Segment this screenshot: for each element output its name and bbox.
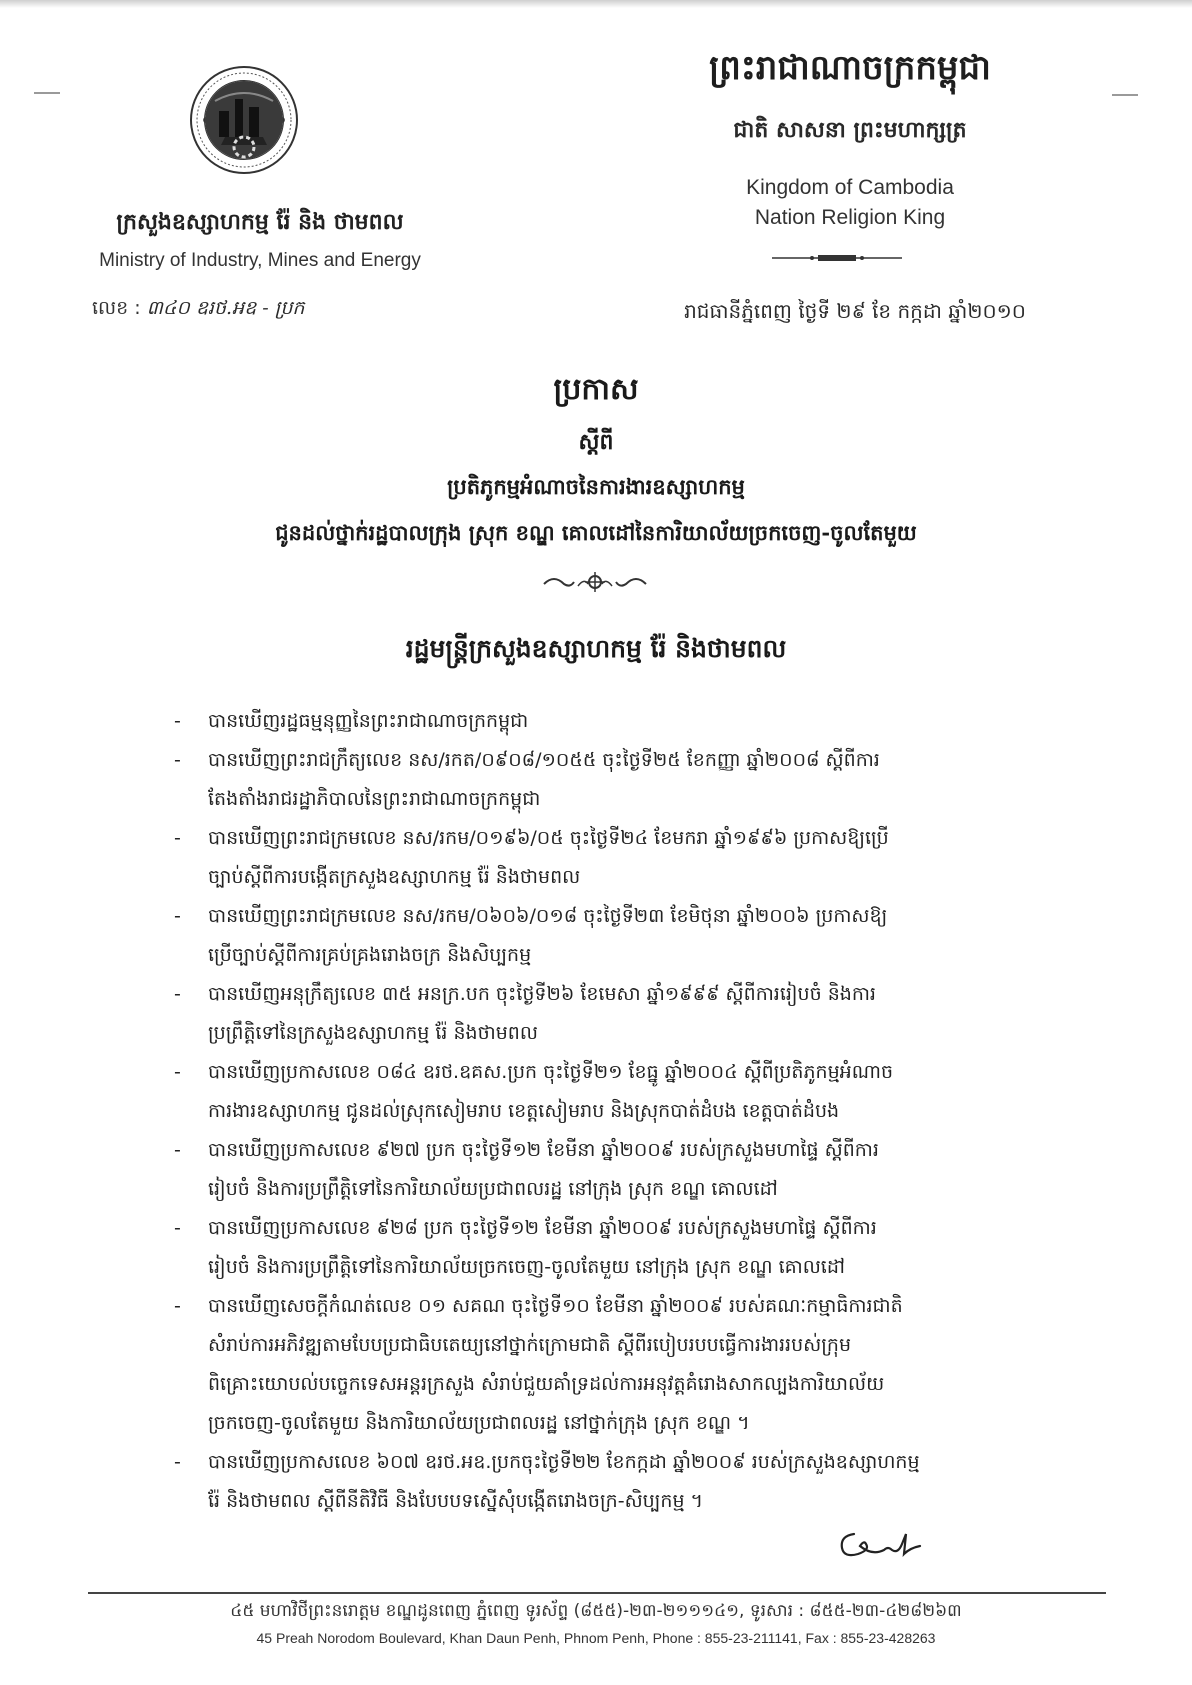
reference-number: ៣៤០ ឧរថ.អឧ - ប្រក xyxy=(146,297,305,319)
clause-line: បានឃើញប្រកាសលេខ ៩២៧ ប្រក ចុះថ្ងៃទី១២ ខែមីនា ឆ្នាំ២០០៩ របស់ក្រសួងមហាផ្ទៃ ស្តីពីការ xyxy=(208,1139,879,1161)
clause-item xyxy=(174,1443,1088,1521)
clause-line: ពិគ្រោះយោបល់បច្ចេកទេសអន្តរក្រសួង សំរាប់ជួយគាំទ្រដល់ការអនុវត្តគំរោងសាកល្បងការិយាល័យ xyxy=(208,1373,885,1395)
scan-top-edge xyxy=(0,0,1192,8)
clause-line: ច្រកចេញ-ចូលតែមួយ និងការិយាល័យប្រជាពលរដ្ឋ នៅថ្នាក់ក្រុង ស្រុក ខណ្ឌ ។ xyxy=(208,1412,750,1434)
seal-emblem xyxy=(204,80,284,160)
reference-label: លេខ : xyxy=(92,297,141,319)
clause-line: ការងារឧស្សាហកម្ម ជូនដល់ស្រុកសៀមរាប ខេត្តសៀមរាប និងស្រុកបាត់ដំបង ខេត្តបាត់ដំបង xyxy=(208,1100,840,1122)
clause-line: ច្បាប់ស្តីពីការបង្កើតក្រសួងឧស្សាហកម្ម រ៉ែ និងថាមពល xyxy=(208,866,581,888)
bullet-dash: - xyxy=(174,1295,181,1317)
footer-divider xyxy=(88,1592,1106,1594)
footer-address-english: 45 Preah Norodom Boulevard, Khan Daun Penh, Phnom Penh, Phone : 855-23-211141, Fax : 855-23-428263 xyxy=(256,1630,936,1646)
clause-item xyxy=(174,975,1088,1053)
scan-mark-left xyxy=(34,92,60,94)
footer-address-khmer: ៤៥ មហាវិថីព្រះនរោត្តម ខណ្ឌដូនពេញ ភ្នំពេញ ទូរស័ព្ទ (៨៥៥)-២៣-២១១១៤១, ទូរសារ : ៨៥៥-២៣-៤២៨២៦៣ xyxy=(230,1601,962,1621)
clause-line: បានឃើញអនុក្រឹត្យលេខ ៣៥ អនក្រ.បក ចុះថ្ងៃទី២៦ ខែមេសា ឆ្នាំ១៩៩៩ ស្តីពីការរៀបចំ និងការ xyxy=(208,983,876,1005)
ministry-name-english: Ministry of Industry, Mines and Energy xyxy=(99,250,421,271)
divider-ornament-icon xyxy=(772,252,902,264)
clause-line: រៀបចំ និងការប្រព្រឹត្តិទៅនៃការិយាល័យច្រកចេញ-ចូលតែមួយ នៅក្រុង ស្រុក ខណ្ឌ គោលដៅ xyxy=(208,1256,845,1278)
clause-item xyxy=(174,1053,1088,1131)
clause-item xyxy=(174,741,1088,819)
clause-line: បានឃើញប្រកាសលេខ ៩២៨ ប្រក ចុះថ្ងៃទី១២ ខែមីនា ឆ្នាំ២០០៩ របស់ក្រសួងមហាផ្ទៃ ស្តីពីការ xyxy=(208,1217,877,1239)
scan-mark-right xyxy=(1112,94,1138,96)
clause-line: រ៉ែ និងថាមពល ស្តីពីនីតិវិធី និងបែបបទស្នើសុំបង្កើតរោងចក្រ-សិប្បកម្ម ។ xyxy=(208,1490,704,1512)
preamble-clauses xyxy=(174,702,1088,1521)
subject-line-1: ប្រតិភូកម្មអំណាចនៃការងារឧស្សាហកម្ម xyxy=(447,474,745,499)
ministry-name-khmer: ក្រសួងឧស្សាហកម្ម រ៉ែ និង ថាមពល xyxy=(116,209,404,235)
clause-line: តែងតាំងរាជរដ្ឋាភិបាលនៃព្រះរាជាណាចក្រកម្ពុជា xyxy=(208,788,541,810)
issuing-minister: រដ្ឋមន្ត្រីក្រសួងឧស្សាហកម្ម រ៉ែ និងថាមពល xyxy=(405,634,787,663)
clause-item xyxy=(174,1209,1088,1287)
bullet-dash: - xyxy=(174,905,181,927)
kingdom-title-khmer: ព្រះរាជាណាចក្រកម្ពុជា xyxy=(709,48,991,88)
bullet-dash: - xyxy=(174,827,181,849)
bullet-dash: - xyxy=(174,1139,181,1161)
bullet-dash: - xyxy=(174,710,181,732)
clause-line: ប្រព្រឹត្តិទៅនៃក្រសួងឧស្សាហកម្ម រ៉ែ និងថាមពល xyxy=(208,1022,538,1044)
ministry-seal xyxy=(190,66,298,174)
clause-line: បានឃើញប្រកាសលេខ ០៨៤ ឧរថ.ឧគស.ប្រក ចុះថ្ងៃទី២១ ខែធ្នូ ឆ្នាំ២០០៤ ស្តីពីប្រតិភូកម្មអំណាច xyxy=(208,1061,894,1083)
clause-line: បានឃើញព្រះរាជក្រឹត្យលេខ នស/រកត/០៩០៨/១០៥៥ ចុះថ្ងៃទី២៥ ខែកញ្ញា ឆ្នាំ២០០៨ ស្តីពីការ xyxy=(208,749,880,771)
clause-item xyxy=(174,702,1088,741)
clause-item xyxy=(174,897,1088,975)
motto-english: Nation Religion King xyxy=(754,206,946,229)
floral-ornament-icon xyxy=(540,570,650,594)
clause-item xyxy=(174,819,1088,897)
clause-line: បានឃើញព្រះរាជក្រមលេខ នស/រកម/០១៩៦/០៥ ចុះថ្ងៃទី២៤ ខែមករា ឆ្នាំ១៩៩៦ ប្រកាសឱ្យប្រើ xyxy=(208,827,889,849)
kingdom-title-english: Kingdom of Cambodia xyxy=(746,176,954,199)
factory-gear-icon xyxy=(205,81,283,159)
clause-item xyxy=(174,1131,1088,1209)
clause-item xyxy=(174,1287,1088,1443)
clause-line: បានឃើញសេចក្តីកំណត់លេខ ០១ សគណ ចុះថ្ងៃទី១០ ខែមីនា ឆ្នាំ២០០៩ របស់គណៈកម្មាធិការជាតិ xyxy=(208,1295,903,1317)
document-date: រាជធានីភ្នំពេញ ថ្ងៃទី ២៩ ខែ កក្កដា ឆ្នាំ២០១០ xyxy=(684,299,1026,323)
clause-line: បានឃើញរដ្ឋធម្មនុញ្ញនៃព្រះរាជាណាចក្រកម្ពុជា xyxy=(208,710,529,732)
bullet-dash: - xyxy=(174,1061,181,1083)
clause-line: បានឃើញព្រះរាជក្រមលេខ នស/រកម/០៦០៦/០១៨ ចុះថ្ងៃទី២៣ ខែមិថុនា ឆ្នាំ២០០៦ ប្រកាសឱ្យ xyxy=(208,905,888,927)
subject-label: ស្តីពី xyxy=(578,429,614,455)
document-title: ប្រកាស xyxy=(553,372,639,407)
initial-signature-icon xyxy=(836,1526,924,1566)
bullet-dash: - xyxy=(174,749,181,771)
reference-number-row xyxy=(92,296,304,324)
clause-line: បានឃើញប្រកាសលេខ ៦០៧ ឧរថ.អឧ.ប្រកចុះថ្ងៃទី២២ ខែកក្កដា ឆ្នាំ២០០៩ របស់ក្រសួងឧស្សាហកម្ម xyxy=(208,1451,920,1473)
bullet-dash: - xyxy=(174,983,181,1005)
clause-line: ប្រើច្បាប់ស្តីពីការគ្រប់គ្រងរោងចក្រ និងសិប្បកម្ម xyxy=(208,944,532,966)
motto-khmer: ជាតិ សាសនា ព្រះមហាក្សត្រ xyxy=(733,117,967,143)
bullet-dash: - xyxy=(174,1217,181,1239)
clause-line: រៀបចំ និងការប្រព្រឹត្តិទៅនៃការិយាល័យប្រជាពលរដ្ឋ នៅក្រុង ស្រុក ខណ្ឌ គោលដៅ xyxy=(208,1178,778,1200)
clause-line: សំរាប់ការអភិវឌ្ឍតាមបែបប្រជាធិបតេយ្យនៅថ្នាក់ក្រោមជាតិ ស្តីពីរបៀបរបបធ្វើការងាររបស់ក្រុម xyxy=(208,1334,852,1356)
bullet-dash: - xyxy=(174,1451,181,1473)
subject-line-2: ជូនដល់ថ្នាក់រដ្ឋបាលក្រុង ស្រុក ខណ្ឌ គោលដៅនៃការិយាល័យច្រកចេញ-ចូលតែមួយ xyxy=(275,520,917,545)
